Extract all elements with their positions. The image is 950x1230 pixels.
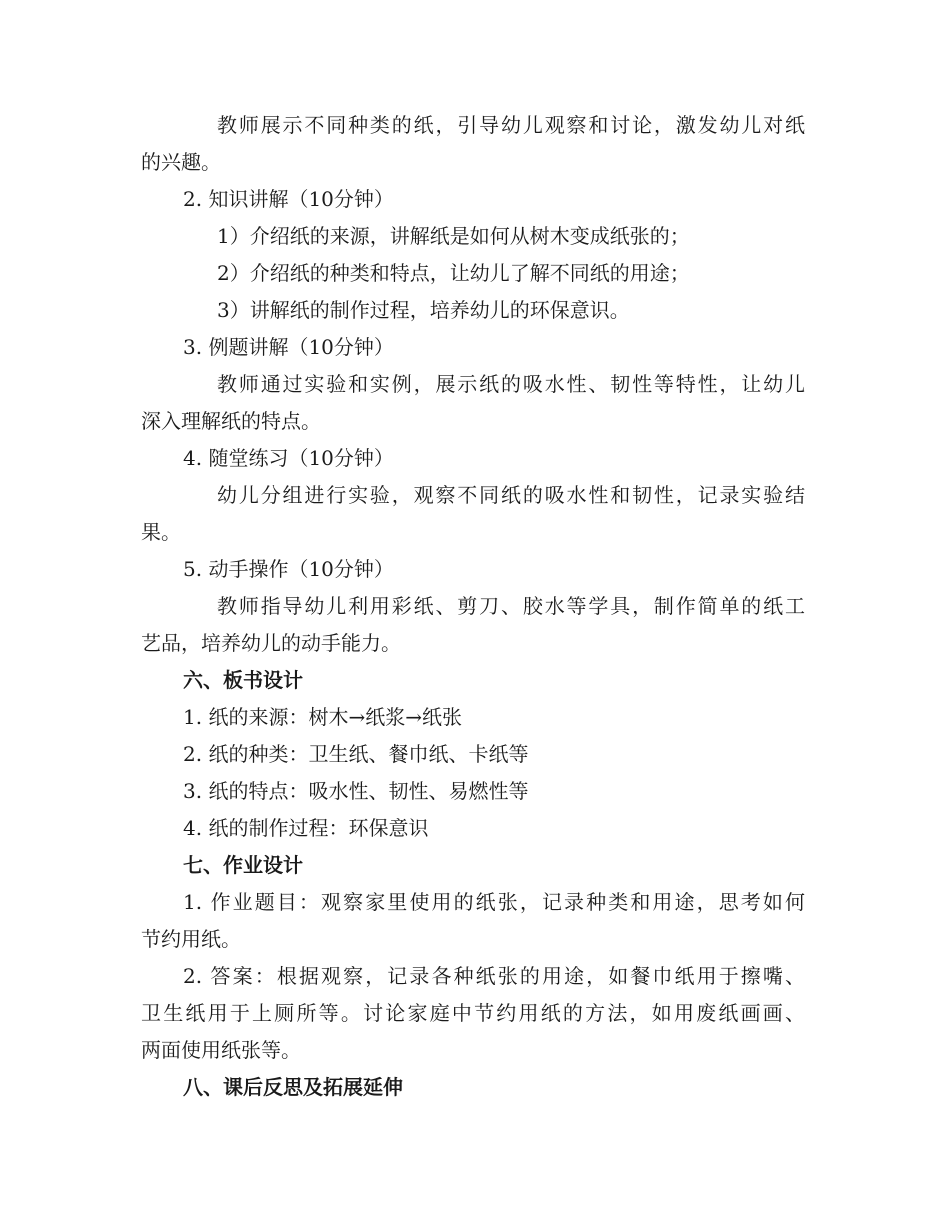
section-7-heading: 七、作业设计 <box>183 853 303 877</box>
step-3-paragraph-line: 教师通过实验和实例，展示纸的吸水性、韧性等特性，让幼儿 <box>217 372 805 396</box>
board-item-2: 2. 纸的种类：卫生纸、餐巾纸、卡纸等 <box>183 742 529 766</box>
step-3-title: 3. 例题讲解（10分钟） <box>183 335 394 359</box>
homework-1-line: 节约用纸。 <box>141 927 241 951</box>
homework-2-line: 两面使用纸张等。 <box>141 1038 301 1062</box>
intro-paragraph-line: 的兴趣。 <box>141 150 221 174</box>
step-5-title: 5. 动手操作（10分钟） <box>183 557 394 581</box>
step-2-item-1: 1）介绍纸的来源，讲解纸是如何从树木变成纸张的； <box>217 224 690 248</box>
board-item-4: 4. 纸的制作过程：环保意识 <box>183 816 429 840</box>
step-4-title: 4. 随堂练习（10分钟） <box>183 446 394 470</box>
step-4-paragraph-line: 幼儿分组进行实验，观察不同纸的吸水性和韧性，记录实验结 <box>217 483 805 507</box>
document-body <box>141 107 805 1106</box>
intro-paragraph-line: 教师展示不同种类的纸，引导幼儿观察和讨论，激发幼儿对纸 <box>217 113 805 137</box>
step-2-title: 2. 知识讲解（10分钟） <box>183 187 394 211</box>
homework-2-line: 卫生纸用于上厕所等。讨论家庭中节约用纸的方法，如用废纸画画、 <box>141 1001 805 1025</box>
section-8-heading: 八、课后反思及拓展延伸 <box>183 1075 403 1099</box>
step-4-paragraph-line: 果。 <box>141 520 181 544</box>
board-item-1: 1. 纸的来源：树木→纸浆→纸张 <box>183 705 462 729</box>
homework-2-line: 2. 答案：根据观察，记录各种纸张的用途，如餐巾纸用于擦嘴、 <box>183 964 805 988</box>
step-2-item-3: 3）讲解纸的制作过程，培养幼儿的环保意识。 <box>217 298 630 322</box>
homework-1-line: 1. 作业题目：观察家里使用的纸张，记录种类和用途，思考如何 <box>183 890 805 914</box>
board-item-3: 3. 纸的特点：吸水性、韧性、易燃性等 <box>183 779 529 803</box>
step-5-paragraph-line: 教师指导幼儿利用彩纸、剪刀、胶水等学具，制作简单的纸工 <box>217 594 805 618</box>
step-2-item-2: 2）介绍纸的种类和特点，让幼儿了解不同纸的用途； <box>217 261 690 285</box>
step-5-paragraph-line: 艺品，培养幼儿的动手能力。 <box>141 631 401 655</box>
step-3-paragraph-line: 深入理解纸的特点。 <box>141 409 321 433</box>
section-6-heading: 六、板书设计 <box>183 668 303 692</box>
